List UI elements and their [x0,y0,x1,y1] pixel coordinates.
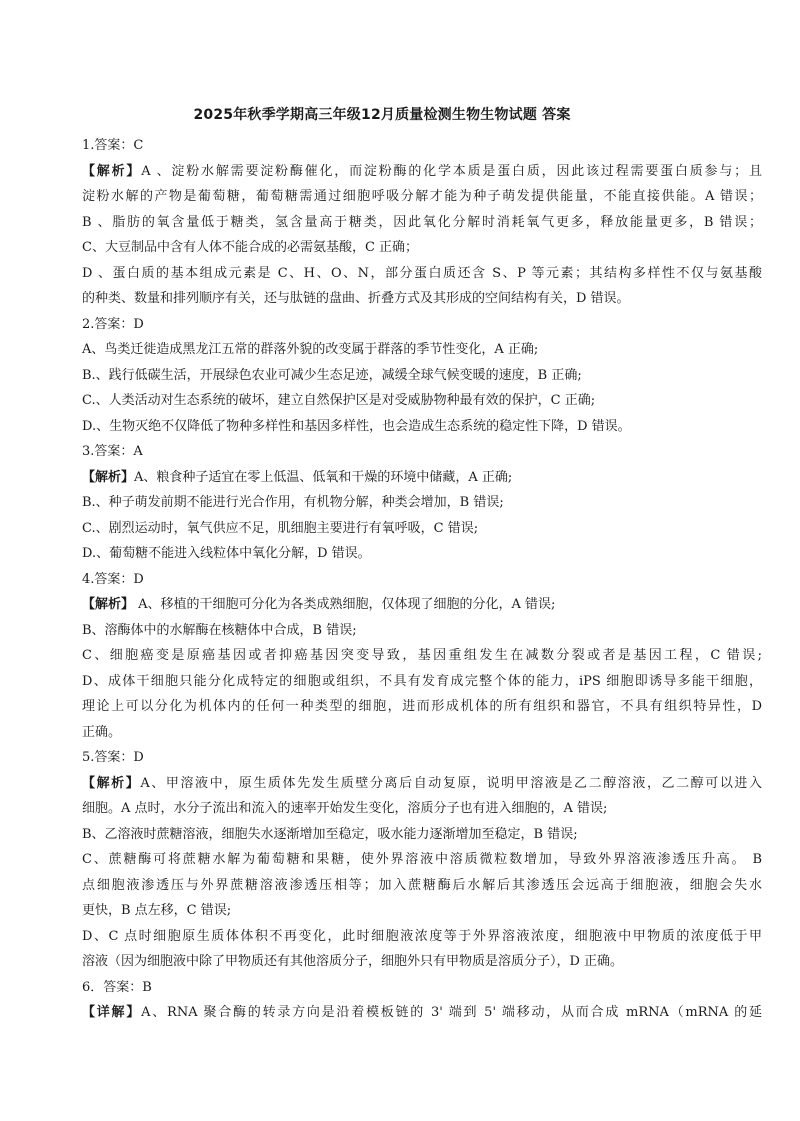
line-text: D、C 点时细胞原生质体体积不再变化，此时细胞液浓度等于外界溶液浓度，细胞液中甲物质的浓度低于甲 [82,928,762,944]
text-line [82,567,762,593]
line-text: D、成体干细胞只能分化成特定的细胞或组织，不具有发育成完整个体的能力，iPS 细胞即诱导多能干细胞， [82,673,762,689]
line-text: 正确。 [82,724,122,740]
text-line [82,465,762,491]
text-line [82,796,762,822]
line-text: A、鸟类迁徙造成黑龙江五常的群落外貌的改变属于群落的季节性变化，A 正确; [82,342,539,357]
line-text: 4.答案：D [82,571,144,587]
text-line [82,235,762,261]
line-text: A、移植的干细胞可分化为各类成熟细胞，仅体现了细胞的分化，A 错误; [134,597,556,612]
line-text: B、溶酶体中的水解酶在核糖体中合成，B 错误; [82,622,357,638]
text-line [82,822,762,848]
text-line [82,159,762,185]
line-text: D.、生物灭绝不仅降低了物种多样性和基因多样性，也会造成生态系统的稳定性下降，D 错误。 [82,418,631,434]
text-line [82,516,762,542]
line-text: A 、淀粉水解需要淀粉酶催化，而淀粉酶的化学本质是蛋白质，因此该过程需要蛋白质参与；且 [141,163,762,179]
line-text: C、细胞癌变是原癌基因或者抑癌基因突变导致，基因重组发生在减数分裂或者是基因工程，C 错误; [82,648,762,663]
answer-body [82,133,762,1026]
text-line [82,873,762,899]
line-text: 淀粉水解的产物是葡萄糖，葡萄糖需通过细胞呼吸分解才能为种子萌发提供能量，不能直接供能。A 错误； [82,189,762,204]
text-line [82,286,762,312]
analysis-tag: 【解析】 [82,597,135,612]
line-text: A、RNA 聚合酶的转录方向是沿着模板链的 3' 端到 5' 端移动，从而合成 mRNA（mRNA 的延 [141,1005,762,1020]
line-text: 更快，B 点左移，C 错误; [82,903,232,918]
line-text: C、蔗糖酶可将蔗糖水解为葡萄糖和果糖，使外界溶液中溶质微粒数增加，导致外界溶液渗透压升高。 B [82,852,762,867]
text-line [82,975,762,1001]
text-line [82,618,762,644]
text-line [82,210,762,236]
line-text: 5.答案：D [82,750,144,765]
analysis-tag: 【详解】 [82,1005,142,1020]
line-text: 溶液（因为细胞液中除了甲物质还有其他溶质分子，细胞外只有甲物质是溶质分子），D 正确。 [82,954,624,969]
text-line [82,363,762,389]
text-line [82,337,762,363]
document-title: 2025年秋季学期高三年级12月质量检测生物生物试题 答案 [193,107,571,123]
line-text: C.、剧烈运动时，氧气供应不足，肌细胞主要进行有氧呼吸，C 错误; [82,520,479,536]
text-line [82,771,762,797]
text-line [82,490,762,516]
text-line [82,720,762,746]
text-line [82,184,762,210]
text-line [82,745,762,771]
text-line [82,261,762,287]
line-text: 的种类、数量和排列顺序有关，还与肽链的盘曲、折叠方式及其形成的空间结构有关，D 错误。 [82,291,630,306]
line-text: A、粮食种子适宜在零上低温、低氧和干燥的环境中储藏，A 正确; [134,469,513,485]
text-line [82,669,762,695]
line-text: B、乙溶液时蔗糖溶液，细胞失水逐渐增加至稳定，吸水能力逐渐增加至稳定，B 错误; [82,826,578,842]
text-line [82,643,762,669]
line-text: C、大豆制品中含有人体不能合成的必需氨基酸，C 正确； [82,240,419,255]
text-line [82,541,762,567]
text-line [82,312,762,338]
analysis-tag: 【解析】 [82,163,142,179]
text-line [82,847,762,873]
text-line [82,1000,762,1026]
line-text: C.、人类活动对生态系统的破坏，建立自然保护区是对受威胁物种最有效的保护，C 正确; [82,393,596,408]
line-text: 细胞。A 点时，水分子流出和流入的速率开始发生变化，溶质分子也有进入细胞的，A 错误; [82,801,608,816]
line-text: B.、践行低碳生活，开展绿色农业可减少生态足迹，减缓全球气候变暖的速度，B 正确; [82,367,582,383]
line-text: D.、葡萄糖不能进入线粒体中氧化分解，D 错误。 [82,546,371,561]
text-line [82,898,762,924]
line-text: B 、脂肪的氧含量低于糖类，氢含量高于糖类，因此氧化分解时消耗氧气更多，释放能量更多，B 错误； [82,214,762,230]
line-text: 1.答案：C [82,138,144,153]
text-line [82,133,762,159]
line-text: 3.答案：A [82,444,143,459]
analysis-tag: 【解析】 [82,775,141,791]
analysis-tag: 【解析】 [82,469,135,485]
text-line [82,439,762,465]
line-text: 点细胞液渗透压与外界蔗糖溶液渗透压相等；加入蔗糖酶后水解后其渗透压会远高于细胞液，细胞会失水 [82,877,762,893]
text-line [82,388,762,414]
text-line [82,949,762,975]
text-line [82,414,762,440]
line-text: B.、种子萌发前期不能进行光合作用，有机物分解，种类会增加，B 错误; [82,495,504,510]
text-line [82,924,762,950]
line-text: 2.答案：D [82,316,144,332]
line-text: 6．答案：B [82,979,152,995]
line-text: D 、蛋白质的基本组成元素是 C、H、O、N，部分蛋白质还含 S、P 等元素；其结构多样性不仅与氨基酸 [82,265,762,281]
line-text: A、甲溶液中，原生质体先发生质壁分离后自动复原，说明甲溶液是乙二醇溶液，乙二醇可以进入 [140,775,762,791]
text-line [82,592,762,618]
line-text: 理论上可以分化为机体内的任何一种类型的细胞，进而形成机体的所有组织和器官，不具有组织特异性，D [82,699,762,714]
text-line [82,694,762,720]
